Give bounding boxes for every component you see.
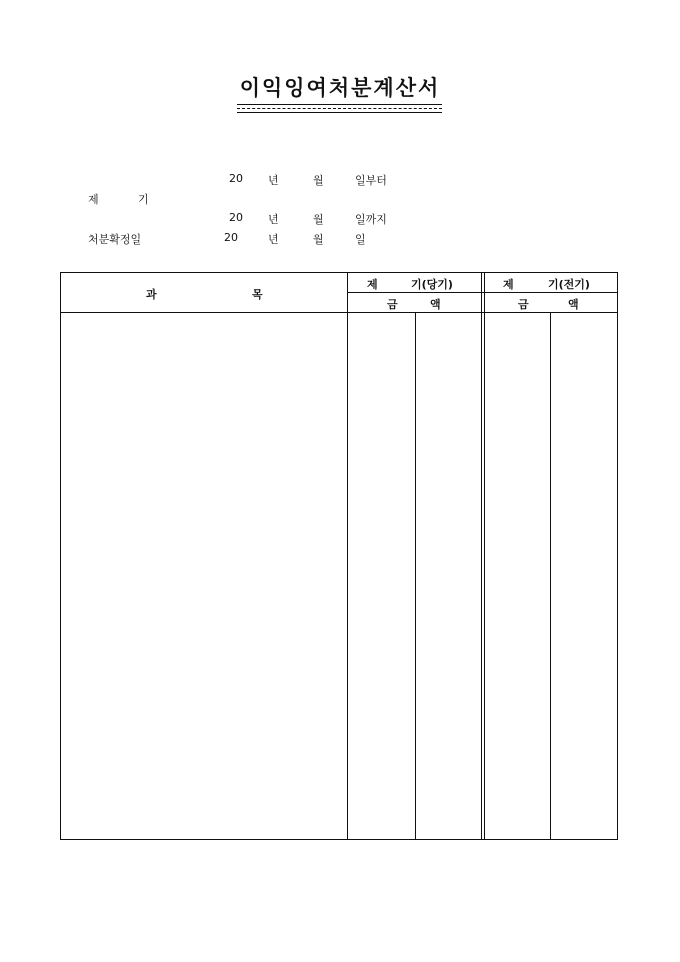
confirm-label: 처분확정일 bbox=[88, 233, 142, 246]
statement-table bbox=[60, 272, 618, 840]
current-amount-part2: 액 bbox=[430, 298, 441, 311]
subject-header-part1: 과 bbox=[146, 288, 157, 301]
to-year-unit: 년 bbox=[268, 213, 279, 226]
term-je: 제 bbox=[88, 193, 99, 206]
from-year-unit: 년 bbox=[268, 174, 279, 187]
to-day-unit: 일까지 bbox=[355, 213, 387, 226]
col-divider-double-b bbox=[484, 273, 485, 839]
prior-period-je: 제 bbox=[503, 278, 514, 291]
term-gi: 기 bbox=[138, 193, 149, 206]
confirm-year: 20 bbox=[224, 231, 238, 244]
title-double-underline bbox=[237, 104, 442, 113]
col-divider-current-inner bbox=[415, 312, 416, 839]
page-title: 이익잉여처분계산서 bbox=[239, 75, 441, 100]
prior-period-gi: 기(전기) bbox=[548, 278, 590, 291]
current-amount-part1: 금 bbox=[387, 298, 398, 311]
col-divider-prior-inner bbox=[550, 312, 551, 839]
header-bottom-line bbox=[61, 312, 617, 313]
from-year: 20 bbox=[229, 172, 243, 185]
col-divider-subject bbox=[347, 273, 348, 839]
from-month-unit: 월 bbox=[313, 174, 324, 187]
to-year: 20 bbox=[229, 211, 243, 224]
to-month-unit: 월 bbox=[313, 213, 324, 226]
prior-amount-part1: 금 bbox=[518, 298, 529, 311]
current-period-gi: 기(당기) bbox=[411, 278, 453, 291]
col-divider-double-a bbox=[481, 273, 482, 839]
confirm-month-unit: 월 bbox=[313, 233, 324, 246]
current-period-je: 제 bbox=[367, 278, 378, 291]
subject-header-part2: 목 bbox=[252, 288, 263, 301]
confirm-day-unit: 일 bbox=[355, 233, 366, 246]
confirm-year-unit: 년 bbox=[268, 233, 279, 246]
prior-amount-part2: 액 bbox=[568, 298, 579, 311]
subheader-line bbox=[347, 292, 617, 293]
from-day-unit: 일부터 bbox=[355, 174, 387, 187]
